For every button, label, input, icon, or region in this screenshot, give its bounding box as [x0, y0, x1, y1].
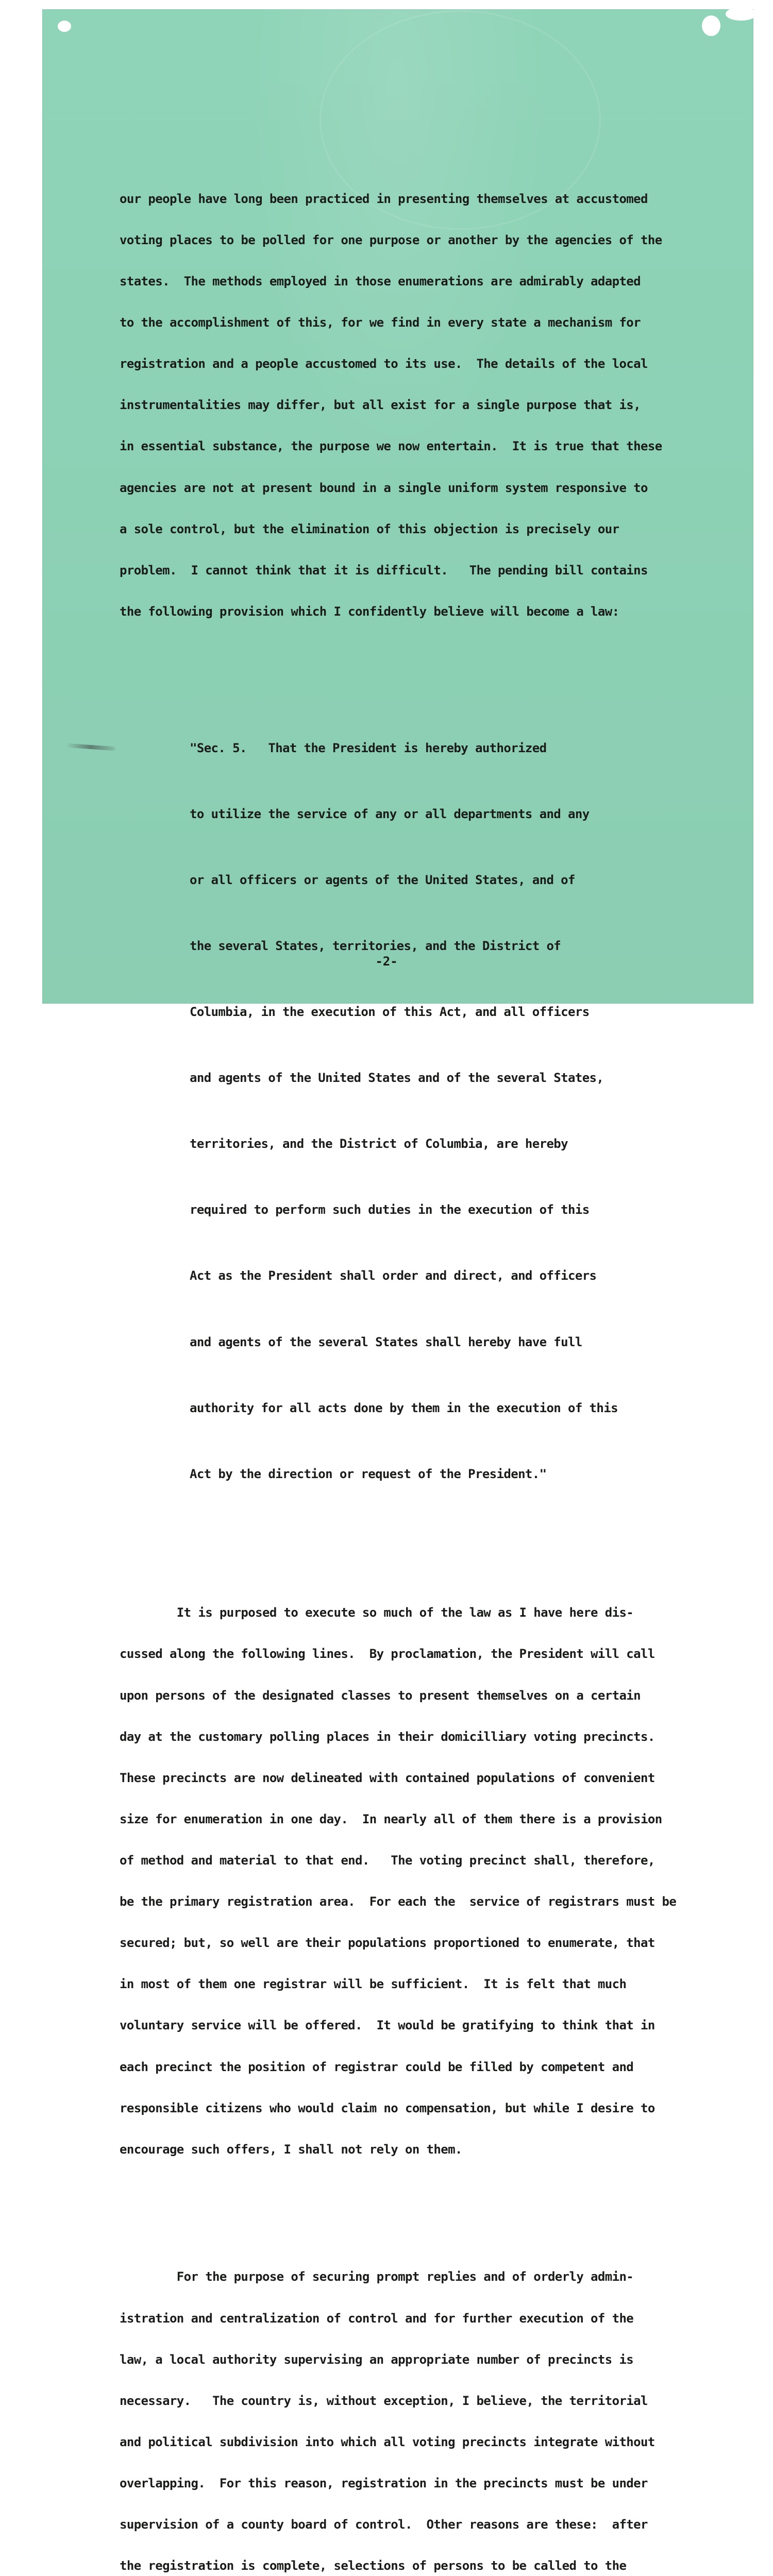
quote-line: or all officers or agents of the United States, and of: [190, 872, 575, 887]
text-line: instrumentalities may differ, but all exist for a single purpose that is,: [120, 398, 641, 413]
text-line: states. The methods employed in those enumerations are admirably adapted: [120, 274, 641, 289]
text-line: overlapping. For this reason, registration in the precincts must be under: [120, 2476, 648, 2490]
quote-line: the several States, territories, and the District of: [190, 938, 561, 953]
text-line: voting places to be polled for one purpose or another by the agencies of the: [120, 232, 662, 247]
text-line: necessary. The country is, without exception, I believe, the territorial: [120, 2393, 648, 2408]
text-line: the following provision which I confidently believe will become a law:: [120, 604, 619, 619]
text-line: These precincts are now delineated with contained populations of convenient: [120, 1770, 655, 1785]
quote-line: and agents of the United States and of the several States,: [190, 1071, 604, 1086]
text-line: voluntary service will be offered. It would be gratifying to think that in: [120, 2018, 655, 2033]
text-line: problem. I cannot think that it is difficult. The pending bill contains: [120, 563, 648, 578]
text-line: size for enumeration in one day. In nearly all of them there is a provision: [120, 1811, 662, 1826]
quote-line: territories, and the District of Columbia, are hereby: [190, 1137, 568, 1151]
text-line: be the primary registration area. For each the service of registrars must be: [120, 1894, 677, 1909]
quote-line: required to perform such duties in the execution of this: [190, 1202, 590, 1217]
text-line: of method and material to that end. The voting precinct shall, therefore,: [120, 1853, 655, 1868]
paragraph-3: [120, 2243, 728, 2576]
quote-line: to utilize the service of any or all departments and any: [190, 806, 590, 821]
text-line: and political subdivision into which all voting precincts integrate without: [120, 2434, 655, 2449]
text-line: each precinct the position of registrar could be filled by competent and: [120, 2059, 634, 2074]
quote-line: Columbia, in the execution of this Act, and all officers: [190, 1004, 590, 1019]
text-line: istration and centralization of control and for further execution of the: [120, 2311, 634, 2326]
quote-line: and agents of the several States shall hereby have full: [190, 1334, 582, 1349]
section-5-quotation: [120, 701, 728, 1521]
paper-tear-right: [702, 15, 720, 36]
paragraph-2: [120, 1579, 728, 2184]
text-line: in essential substance, the purpose we now entertain. It is true that these: [120, 439, 662, 454]
quote-line: authority for all acts done by them in the execution of this: [190, 1400, 618, 1415]
text-line: supervision of a county board of control. Other reasons are these: after: [120, 2517, 648, 2532]
text-line: agencies are not at present bound in a single uniform system responsive to: [120, 480, 648, 495]
page-number: -2-: [375, 954, 398, 969]
paragraph-1: [120, 164, 728, 646]
text-line: cussed along the following lines. By proclamation, the President will call: [120, 1647, 655, 1662]
quote-line: "Sec. 5. That the President is hereby authorized: [190, 740, 547, 755]
text-line: law, a local authority supervising an appropriate number of precincts is: [120, 2352, 634, 2367]
typed-body: [120, 137, 728, 2576]
text-line: upon persons of the designated classes to present themselves on a certain: [120, 1688, 641, 1703]
text-line: a sole control, but the elimination of this objection is precisely our: [120, 521, 619, 536]
text-line: encourage such offers, I shall not rely on them.: [120, 2142, 462, 2157]
text-line: secured; but, so well are their populations proportioned to enumerate, that: [120, 1936, 655, 1951]
text-line: our people have long been practiced in presenting themselves at accustomed: [120, 191, 648, 206]
text-line: in most of them one registrar will be sufficient. It is felt that much: [120, 1977, 627, 1992]
quote-line: Act by the direction or request of the President.": [190, 1466, 547, 1481]
paper-tear-left: [58, 21, 71, 32]
text-line: day at the customary polling places in their domicilliary voting precincts.: [120, 1729, 655, 1744]
text-line: It is purposed to execute so much of the law as I have here dis-: [120, 1605, 634, 1620]
paper-corner-right: [726, 7, 757, 21]
quote-line: Act as the President shall order and direct, and officers: [190, 1268, 597, 1283]
text-line: For the purpose of securing prompt replies and of orderly admin-: [120, 2269, 634, 2284]
text-line: responsible citizens who would claim no compensation, but while I desire to: [120, 2100, 655, 2115]
text-line: to the accomplishment of this, for we find in every state a mechanism for: [120, 315, 641, 330]
text-line: registration and a people accustomed to its use. The details of the local: [120, 357, 648, 371]
text-line: the registration is complete, selections of persons to be called to the: [120, 2558, 627, 2573]
